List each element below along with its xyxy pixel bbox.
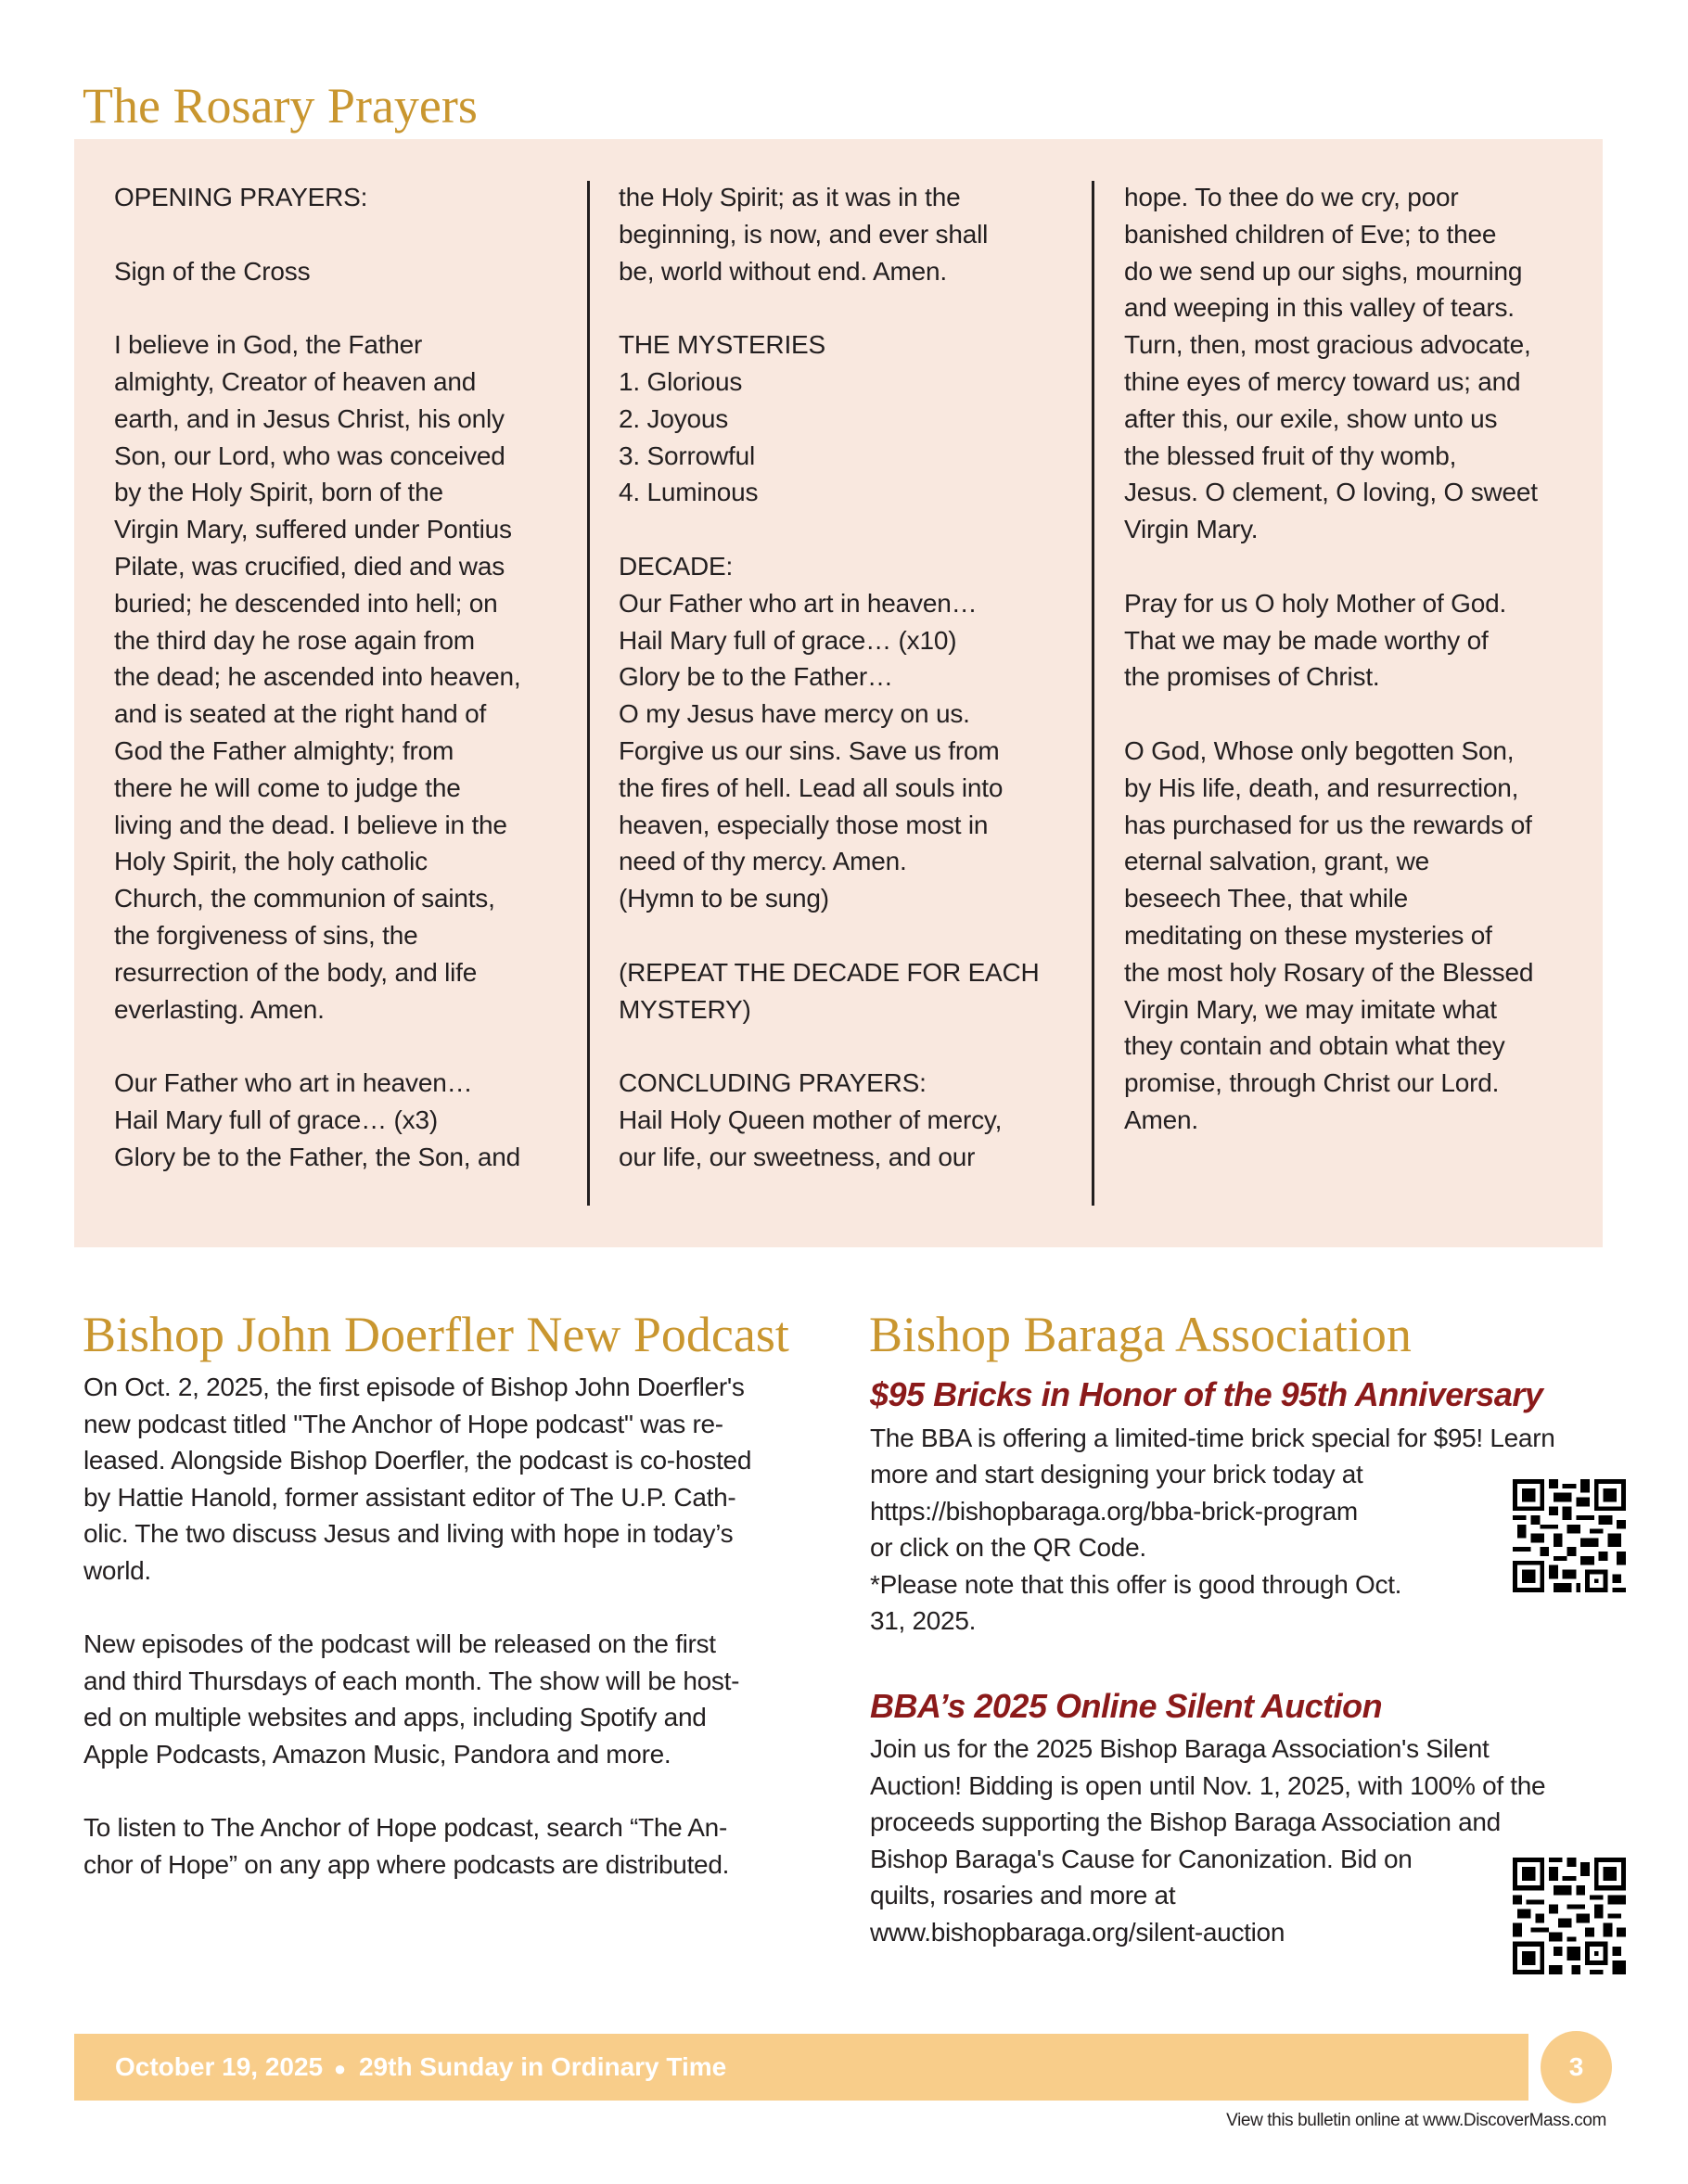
bullet-separator-icon: ● xyxy=(333,2057,347,2080)
bricks-first-line: The BBA is offering a limited-time brick special for $95! Learn xyxy=(870,1424,1555,1452)
podcast-paragraph: New episodes of the podcast will be released on the first and third Thursdays of each month. The show will be host- ed on multiple websites and apps, including Spotify and Apple Podcasts, Amazon Music, Pandora and more. xyxy=(83,1629,740,1769)
column-divider xyxy=(587,181,590,1206)
bricks-body xyxy=(870,1456,1501,1640)
podcast-article xyxy=(83,1369,825,1883)
rosary-title: The Rosary Prayers xyxy=(83,78,478,134)
podcast-paragraph: On Oct. 2, 2025, the first episode of Bishop John Doerfler's new podcast titled "The Anchor of Hope podcast" was re- leased. Alongside Bishop Doerfler, the podcast is co-hosted by Hattie Hanold, former assistant editor of The U.P. Cath- olic. The two discuss Jesus and living with hope in today’s world. xyxy=(83,1373,752,1585)
podcast-paragraph: To listen to The Anchor of Hope podcast, search “The An- chor of Hope” on any app where podcasts are distributed. xyxy=(83,1813,730,1879)
qr-code-icon[interactable] xyxy=(1513,1479,1626,1592)
bricks-text: more and start designing your brick today at https://bishopbaraga.org/bba-brick-program or click on the QR Code. *Please note that this offer is good through Oct. 31, 2025. xyxy=(870,1460,1402,1636)
page-number: 3 xyxy=(1541,2031,1612,2103)
auction-qr-graphic xyxy=(1513,1858,1626,1974)
rosary-column-1: OPENING PRAYERS: Sign of the Cross I believe in God, the Father almighty, Creator of heaven and earth, and in Jesus Christ, his only Son, our Lord, who was conceived by the Holy Spirit, born of the Virgin Mary, suffered under Pontius Pilate, was crucified, died and was buried; he descended into hell; on the third day he rose again from the dead; he ascended into heaven, and is seated at the right hand of God the Father almighty; from there he will come to judge the living and the dead. I believe in the Holy Spirit, the holy catholic Church, the communion of saints, the forgiveness of sins, the resurrection of the body, and life everlasting. Amen. Our Father who art in heaven… Hail Mary full of grace… (x3) Glory be to the Father, the Son, and xyxy=(114,183,521,1171)
footer-date: October 19, 2025 xyxy=(115,2052,324,2081)
rosary-column-2: the Holy Spirit; as it was in the beginning, is now, and ever shall be, world without end. Amen. THE MYSTERIES 1. Glorious 2. Joyous 3. Sorrowful 4. Luminous DECADE: Our Father who art in heaven… Hail Mary full of grace… (x10) Glory be to the Father… O my Jesus have mercy on us. Forgive us our sins. Save us from the fires of hell. Lead all souls into heaven, especially those most in need of thy mercy. Amen. (Hymn to be sung) (REPEAT THE DECADE FOR EACH MYSTERY) CONCLUDING PRAYERS: Hail Holy Queen mother of mercy, our life, our sweetness, and our xyxy=(619,183,1040,1171)
bricks-heading: $95 Bricks in Honor of the 95th Anniversary xyxy=(870,1375,1543,1413)
column-divider xyxy=(1092,181,1094,1206)
footer-date-line xyxy=(115,2050,726,2086)
bricks-qr-graphic xyxy=(1513,1479,1626,1592)
auction-heading: BBA’s 2025 Online Silent Auction xyxy=(870,1687,1383,1725)
bba-title: Bishop Baraga Association xyxy=(869,1307,1412,1362)
auction-text: Join us for the 2025 Bishop Baraga Association's Silent Auction! Bidding is open until Nov. 1, 2025, with 100% of the proceeds supporting the Bishop Baraga Association and Bishop Baraga's Cause for Canonization. Bid on quilts, rosaries and more at www.bishopbaraga.org/silent-auction xyxy=(870,1734,1546,1947)
footer-bar xyxy=(74,2034,1528,2101)
podcast-title: Bishop John Doerfler New Podcast xyxy=(83,1307,789,1362)
footer-caption[interactable]: View this bulletin online at www.DiscoverMass.com xyxy=(1226,2111,1606,2130)
footer-occasion: 29th Sunday in Ordinary Time xyxy=(358,2052,727,2081)
qr-code-icon[interactable] xyxy=(1513,1858,1626,1974)
rosary-column-3: hope. To thee do we cry, poor banished children of Eve; to thee do we send up our sighs, mourning and weeping in this valley of tears. Turn, then, most gracious advocate, thine eyes of mercy toward us; and after this, our exile, show unto us the blessed fruit of thy womb, Jesus. O clement, O loving, O sweet Virgin Mary. Pray for us O holy Mother of God. That we may be made worthy of the promises of Christ. O God, Whose only begotten Son, by His life, death, and resurrection, has purchased for us the rewards of eternal salvation, grant, we beseech Thee, that while meditating on these mysteries of the most holy Rosary of the Blessed Virgin Mary, we may imitate what they contain and obtain what they promise, through Christ our Lord. Amen. xyxy=(1124,183,1538,1134)
